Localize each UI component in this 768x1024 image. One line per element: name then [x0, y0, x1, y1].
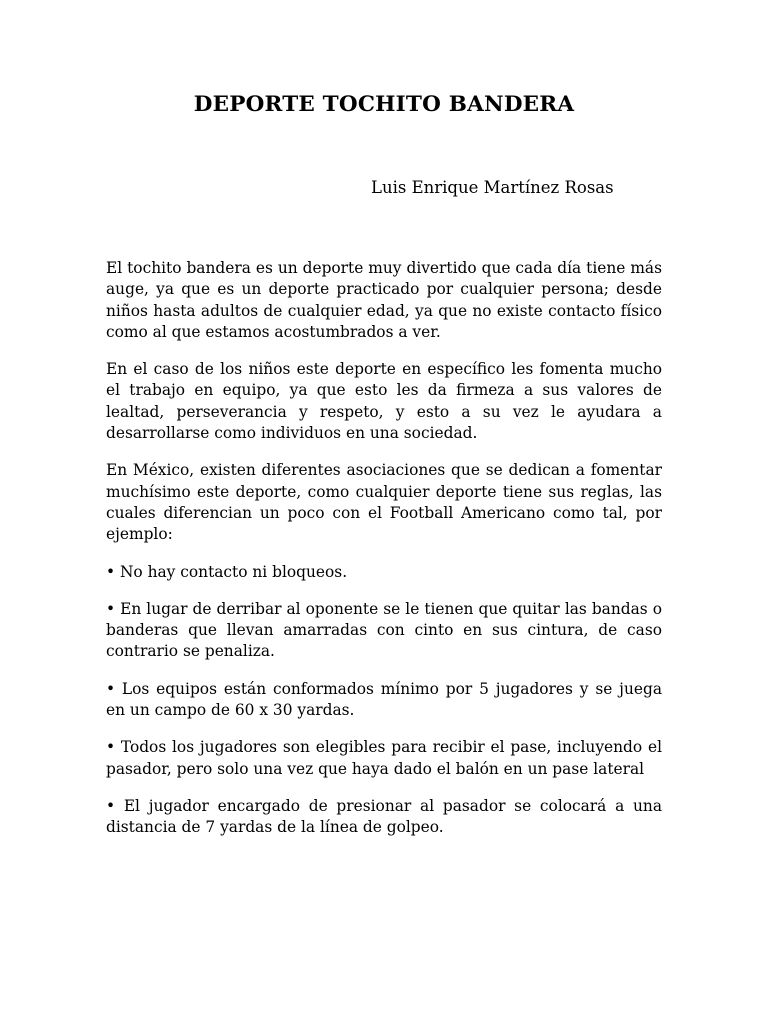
document-author: Luis Enrique Martínez Rosas	[371, 178, 614, 197]
rule-item-teams: • Los equipos están conformados mínimo por 5 jugadores y se juega en un campo de 60 x 30 yardas.	[106, 679, 662, 720]
document-body	[106, 258, 662, 855]
rule-item-eligible: • Todos los jugadores son elegibles para recibir el pase, incluyendo el pasador, pero solo una vez que haya dado el balón en un pase lateral	[106, 738, 662, 778]
paragraph-children: En el caso de los niños este deporte en específico les fomenta mucho el trabajo en equipo, ya que esto les da firmeza a sus valores de lealtad, perseverancia y respeto, y esto a su vez le ayudara a desarrollarse como individuos en una sociedad.	[106, 360, 662, 443]
document-title: DEPORTE TOCHITO BANDERA	[193, 92, 575, 117]
paragraph-intro: El tochito bandera es un deporte muy divertido que cada día tiene más auge, ya que es un deporte practicado por cualquier persona; desde niños hasta adultos de cualquier edad, ya que no existe contacto físico como al que estamos acostumbrados a ver.	[106, 259, 662, 341]
rule-item-flags: • En lugar de derribar al oponente se le tienen que quitar las bandas o banderas que llevan amarradas con cinto en sus cintura, de caso contrario se penaliza.	[106, 599, 662, 661]
paragraph-mexico: En México, existen diferentes asociaciones que se dedican a fomentar muchísimo este deporte, como cualquier deporte tiene sus reglas, las cuales diferencian un poco con el Football Americano como tal, por ejemplo:	[106, 461, 662, 544]
rule-item-no-contact: • No hay contacto ni bloqueos.	[106, 562, 348, 581]
rule-item-rusher: • El jugador encargado de presionar al pasador se colocará a una distancia de 7 yardas de la línea de golpeo.	[106, 796, 662, 837]
